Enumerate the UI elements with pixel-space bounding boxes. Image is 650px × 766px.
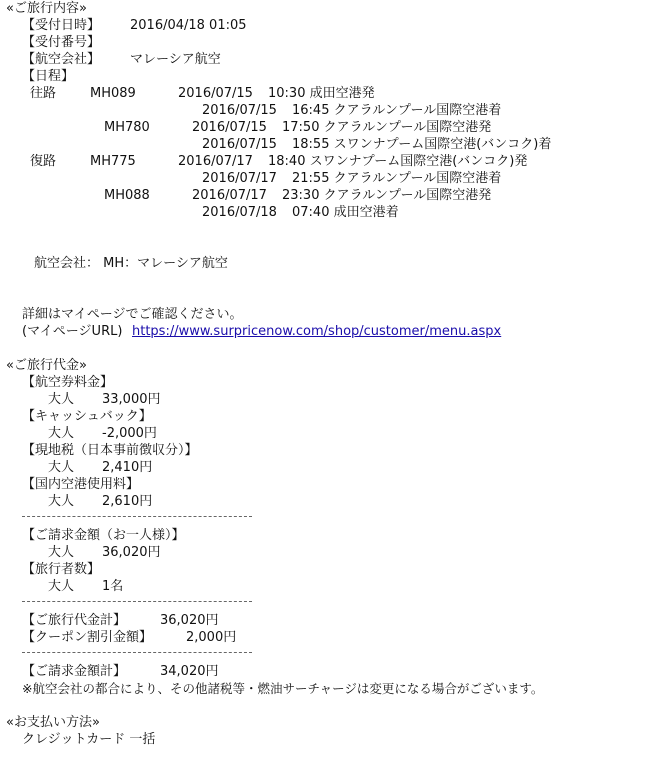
itinerary-header: «ご旅行内容»: [6, 1, 87, 16]
total-label: 【ご旅行代金計】: [22, 613, 127, 628]
flight-arr-date: 2016/07/15: [202, 137, 277, 152]
divider: [22, 652, 252, 653]
airline-value: マレーシア航空: [130, 52, 221, 67]
local-tax-adult: 大人: [48, 460, 75, 475]
received-time-label: 【受付日時】: [22, 18, 101, 33]
return-label: 復路: [30, 154, 57, 169]
fare-header: «ご旅行代金»: [6, 358, 87, 373]
airline-label: 【航空会社】: [22, 52, 101, 67]
flight-arr: 18:55 スワンナプーム国際空港(バンコク)着: [292, 137, 552, 152]
flight-dep: 18:40 スワンナプーム国際空港(バンコク)発: [268, 154, 528, 169]
divider: [22, 601, 252, 602]
payment-method: クレジットカード 一括: [22, 732, 156, 747]
flight-dep: 17:50 クアラルンプール国際空港発: [282, 120, 492, 135]
local-tax-label: 【現地税（日本事前徴収分）】: [22, 443, 198, 458]
cashback-value: -2,000円: [102, 426, 157, 441]
flight-arr-date: 2016/07/17: [202, 171, 277, 186]
domestic-fee-adult: 大人: [48, 494, 75, 509]
flight-dep: 10:30 成田空港発: [268, 86, 375, 101]
flight-dep-date: 2016/07/15: [178, 86, 253, 101]
flight-dep-date: 2016/07/15: [192, 120, 267, 135]
coupon-value: 2,000円: [186, 630, 237, 645]
coupon-label: 【クーポン割引金額】: [22, 630, 153, 645]
divider: [22, 516, 252, 517]
domestic-fee-label: 【国内空港使用料】: [22, 477, 140, 492]
flight-dep: 23:30 クアラルンプール国際空港発: [282, 188, 492, 203]
airline-note: 航空会社： MH：マレーシア航空: [34, 256, 228, 271]
flight-arr-date: 2016/07/15: [202, 103, 277, 118]
travelers-adult: 大人: [48, 579, 75, 594]
flight-arr: 16:45 クアラルンプール国際空港着: [292, 103, 502, 118]
cashback-adult: 大人: [48, 426, 75, 441]
flight-code: MH775: [90, 154, 136, 169]
flight-dep-date: 2016/07/17: [192, 188, 267, 203]
flight-dep-date: 2016/07/17: [178, 154, 253, 169]
schedule-label: 【日程】: [22, 69, 75, 84]
flight-code: MH780: [104, 120, 150, 135]
mypage-link[interactable]: https://www.surpricenow.com/shop/customer/menu.aspx: [132, 324, 502, 339]
per-person-value: 36,020円: [102, 545, 161, 560]
travelers-label: 【旅行者数】: [22, 562, 101, 577]
payment-header: «お支払い方法»: [6, 715, 100, 730]
receipt-no-label: 【受付番号】: [22, 35, 101, 50]
travelers-value: 1名: [102, 579, 124, 594]
flight-code: MH088: [104, 188, 150, 203]
flight-arr: 21:55 クアラルンプール国際空港着: [292, 171, 502, 186]
flight-arr-date: 2016/07/18: [202, 205, 277, 220]
flight-arr: 07:40 成田空港着: [292, 205, 399, 220]
per-person-adult: 大人: [48, 545, 75, 560]
billed-value: 34,020円: [160, 664, 219, 679]
fare-note: ※航空会社の都合により、その他諸税等・燃油サーチャージは変更になる場合がございます。: [22, 681, 544, 696]
ticket-value: 33,000円: [102, 392, 161, 407]
billed-label: 【ご請求金額計】: [22, 664, 127, 679]
outbound-label: 往路: [30, 86, 57, 101]
ticket-adult: 大人: [48, 392, 75, 407]
mypage-label: (マイページURL): [22, 324, 123, 339]
cashback-label: 【キャッシュバック】: [22, 409, 152, 424]
ticket-label: 【航空券料金】: [22, 375, 114, 390]
received-time-value: 2016/04/18 01:05: [130, 18, 247, 33]
flight-code: MH089: [90, 86, 136, 101]
total-value: 36,020円: [160, 613, 219, 628]
per-person-label: 【ご請求金額（お一人様）】: [22, 528, 185, 543]
domestic-fee-value: 2,610円: [102, 494, 153, 509]
details-text: 詳細はマイページでご確認ください。: [22, 307, 243, 322]
local-tax-value: 2,410円: [102, 460, 153, 475]
